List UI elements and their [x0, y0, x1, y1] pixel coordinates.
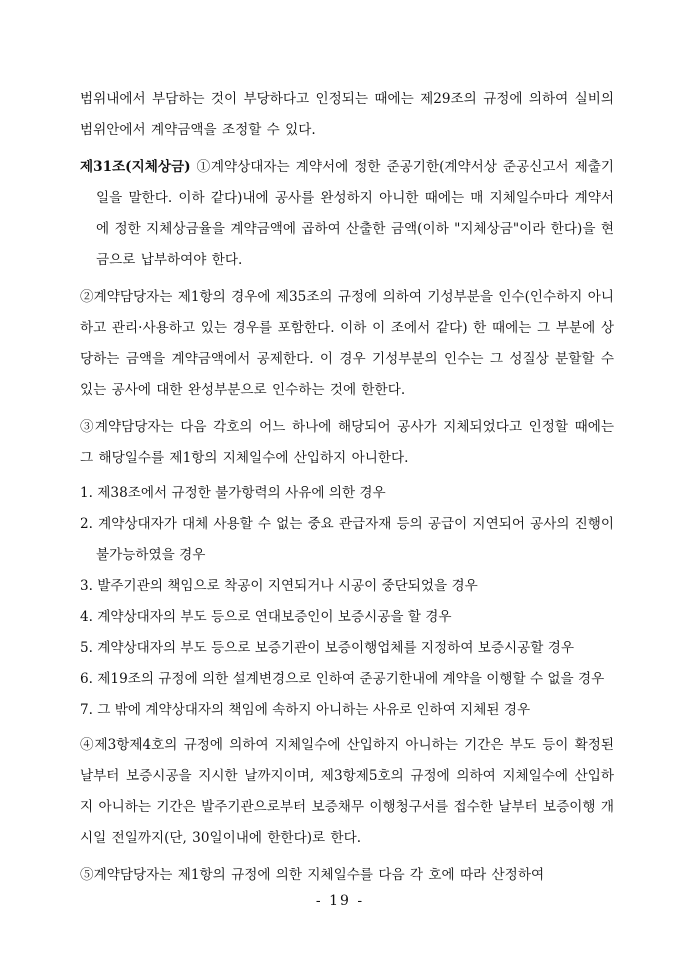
- list-item: 6. 제19조의 규정에 의한 설계변경으로 인하여 준공기한내에 계약을 이행할 수 없을 경우: [80, 671, 605, 687]
- paragraph-5: ⑤계약담당자는 제1항의 규정에 의한 지체일수를 다음 각 호에 따라 산정하여: [80, 867, 545, 883]
- list-item: 1. 제38조에서 규정한 불가항력의 사유에 의한 경우: [80, 485, 386, 501]
- lead-paragraph: 범위내에서 부담하는 것이 부당하다고 인정되는 때에는 제29조의 규정에 의하여 실비의 범위안에서 계약금액을 조정할 수 있다.: [80, 91, 614, 138]
- paragraph-3: ③계약담당자는 다음 각호의 어느 하나에 해당되어 공사가 지체되었다고 인정할 때에는 그 해당일수를 제1항의 지체일수에 산입하지 아니한다.: [80, 419, 614, 466]
- paragraph-1: ①계약상대자는 계약서에 정한 준공기한(계약서상 준공신고서 제출기일을 말한다. 이하 같다)내에 공사를 완성하지 아니한 때에는 매 지체일수마다 계약서에 정한 지체상금율을 계약금액에 곱하여 산출한 금액(이하 "지체상금"이라 한다)을 현금으로 납부하여야 한다.: [96, 159, 614, 268]
- list-item: 7. 그 밖에 계약상대자의 책임에 속하지 아니하는 사유로 인하여 지체된 경우: [80, 702, 531, 718]
- article-31: [80, 152, 614, 276]
- article-title: 제31조(지체상금): [80, 159, 191, 175]
- list-item: 3. 발주기관의 책임으로 착공이 지연되거나 시공이 중단되었을 경우: [80, 578, 478, 594]
- list-item: 4. 계약상대자의 부도 등으로 연대보증인이 보증시공을 할 경우: [80, 609, 452, 625]
- list-item: 5. 계약상대자의 부도 등으로 보증기관이 보증이행업체를 지정하여 보증시공할 경우: [80, 640, 575, 656]
- paragraph-2: ②계약담당자는 제1항의 경우에 제35조의 규정에 의하여 기성부분을 인수(인수하지 아니하고 관리·사용하고 있는 경우를 포함한다. 이하 이 조에서 같다) 한 때에는 그 부분에 상당하는 금액을 계약금액에서 공제한다. 이 경우 기성부분의 인수는 그 성질상 분할할 수 있는 공사에 대한 완성부분으로 인수하는 것에 한한다.: [80, 289, 614, 398]
- list-item: 2. 계약상대자가 대체 사용할 수 없는 중요 관급자재 등의 공급이 지연되어 공사의 진행이 불가능하였을 경우: [80, 516, 614, 563]
- paragraph-4: ④제3항제4호의 규정에 의하여 지체일수에 산입하지 아니하는 기간은 부도 등이 확정된 날부터 보증시공을 지시한 날까지이며, 제3항제5호의 규정에 의하여 지체일수에 산입하지 아니하는 기간은 발주기관으로부터 보증채무 이행청구서를 접수한 날부터 보증이행 개시일 전일까지(단, 30일이내에 한한다)로 한다.: [80, 737, 614, 846]
- page-number: - 19 -: [315, 893, 365, 909]
